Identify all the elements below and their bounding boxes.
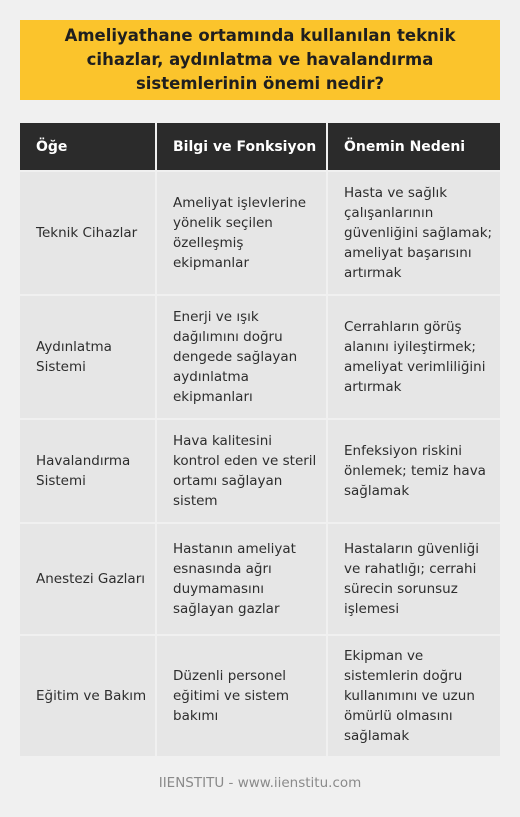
cell-info: Hava kalitesini kontrol eden ve steril ortamı sağlayan sistem bbox=[156, 419, 327, 523]
cell-item: Eğitim ve Bakım bbox=[20, 635, 156, 756]
cell-reason: Hastaların güvenliği ve rahatlığı; cerrahi sürecin sorunsuz işlemesi bbox=[327, 523, 500, 635]
cell-info: Düzenli personel eğitimi ve sistem bakımı bbox=[156, 635, 327, 756]
column-header-reason: Önemin Nedeni bbox=[327, 123, 500, 171]
table-row bbox=[20, 635, 500, 756]
page-title: Ameliyathane ortamında kullanılan teknik cihazlar, aydınlatma ve havalandırma sistemlerinin önemi nedir? bbox=[64, 26, 456, 93]
table-header-row bbox=[20, 123, 500, 171]
cell-info: Ameliyat işlevlerine yönelik seçilen özelleşmiş ekipmanlar bbox=[156, 171, 327, 295]
table-row bbox=[20, 523, 500, 635]
cell-reason: Ekipman ve sistemlerin doğru kullanımını ve uzun ömürlü olmasını sağlamak bbox=[327, 635, 500, 756]
cell-item: Aydınlatma Sistemi bbox=[20, 295, 156, 419]
cell-reason: Cerrahların görüş alanını iyileştirmek; ameliyat verimliliğini artırmak bbox=[327, 295, 500, 419]
table-row bbox=[20, 295, 500, 419]
cell-reason: Hasta ve sağlık çalışanlarının güvenliğini sağlamak; ameliyat başarısını artırmak bbox=[327, 171, 500, 295]
table-row bbox=[20, 419, 500, 523]
column-header-item: Öğe bbox=[20, 123, 156, 171]
footer-credit: IIENSTITU - www.iienstitu.com bbox=[158, 775, 362, 791]
cell-info: Hastanın ameliyat esnasında ağrı duymamasını sağlayan gazlar bbox=[156, 523, 327, 635]
column-header-info: Bilgi ve Fonksiyon bbox=[156, 123, 327, 171]
title-banner bbox=[20, 20, 500, 100]
cell-item: Havalandırma Sistemi bbox=[20, 419, 156, 523]
cell-item: Teknik Cihazlar bbox=[20, 171, 156, 295]
cell-item: Anestezi Gazları bbox=[20, 523, 156, 635]
table-row bbox=[20, 171, 500, 295]
info-table bbox=[20, 123, 500, 756]
cell-reason: Enfeksiyon riskini önlemek; temiz hava sağlamak bbox=[327, 419, 500, 523]
cell-info: Enerji ve ışık dağılımını doğru dengede sağlayan aydınlatma ekipmanları bbox=[156, 295, 327, 419]
